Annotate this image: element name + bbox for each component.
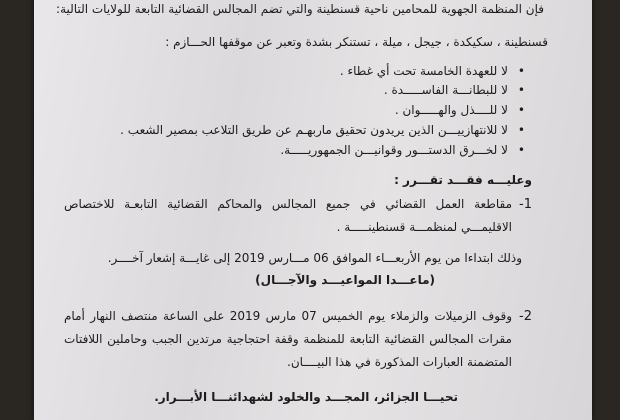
item-1-text: مقاطعة العمل القضائي في جميع المجالس والمحاكم القضائية التابعـة للاختصاص الاقليمـــي لمنظمـــة قسنطينـــــة . [64,197,512,234]
item-2-text: وقوف الزميلات والزملاء يوم الخميس 07 مارس 2019 على الساعة منتصف النهار أمام مقرات المجالس القضائية التابعة للمنظمة وقفة احتجاجية مرتدين الجبب وحاملين اللافتات المتضمنة العبارات المذكورة في هذا البيــــان. [64,309,513,369]
bullet-item: • لا للــــذل والهـــــوان . [395,102,525,118]
intro-line-1: فإن المنظمة الجهوية للمحامين ناحية قسنطينة والتي تضم المجالس القضائية التابعة للولايات التالية: [56,2,544,16]
decision-heading: وعليـــه فقـــد تقـــرر : [394,173,532,187]
bullet-item: • لا للبطانـــة الفاســـــدة . [384,82,525,98]
bullet-item: • لا للانتهازييـــن الذين يريدون تحقيق ماربهـم عن طريق التلاعب بمصير الشعب . [120,122,525,138]
item-1-number: 1- [519,197,532,212]
intro-line-2: قسنطينة ، سكيكدة ، جيجل ، ميلة ، تستنكر بشدة وتعبر عن موقفها الحـــازم : [165,35,548,49]
item-2-number: 2- [519,309,532,324]
item-1-note: وذلك ابتداءا من يوم الأربعـــاء الموافق 06 مـــارس 2019 إلى غايـــة إشعار آخــــر. [107,251,522,265]
exception-note: (ماعـــدا المواعيـــد والآجـــال) [255,273,435,287]
closing-line: تحيـــا الجزائر، المجـــد والخلود لشهدائنـــا الأبـــرار. [154,390,458,404]
bullet-item: • لا لخـــرق الدستـــور وقوانيـــن الجمهوريـــــة. [280,142,525,158]
bullet-item: • لا للعهدة الخامسة تحت أي غطاء . [340,63,525,79]
